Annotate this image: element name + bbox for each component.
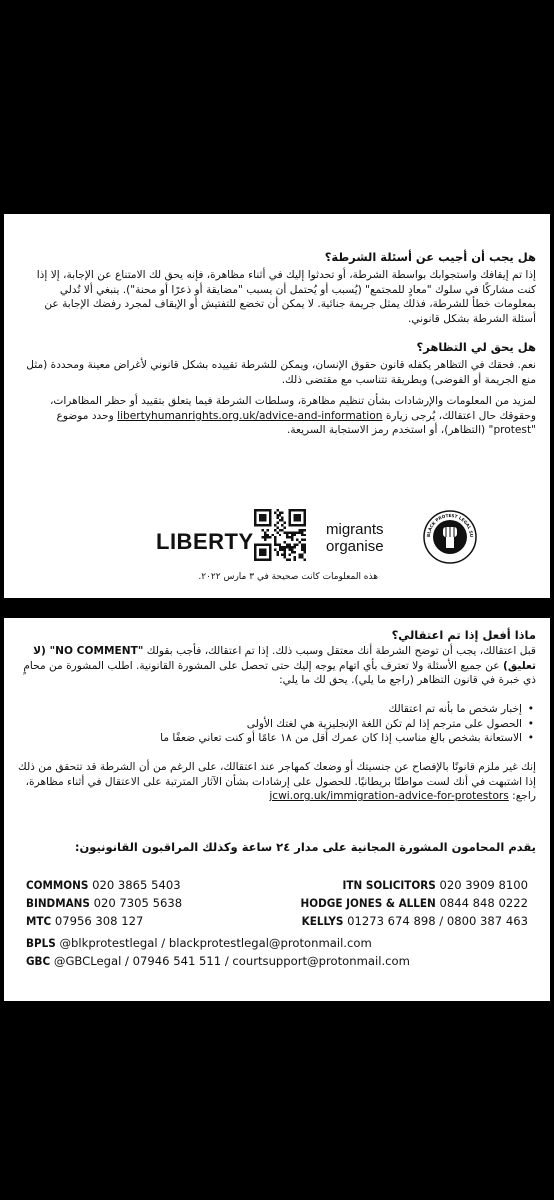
free-advice-heading: يقدم المحامون المشورة المجانية على مدار ٢٤ ساعة وكذلك المراقبون القانونيون: <box>74 840 536 854</box>
date-note: هذه المعلومات كانت صحيحة في ٣ مارس ٢٠٢٢. <box>198 572 378 582</box>
jcwi-link[interactable]: jcwi.org.uk/immigration-advice-for-protestors <box>269 790 509 803</box>
liberty-advice-link[interactable]: libertyhumanrights.org.uk/advice-and-information <box>117 409 383 422</box>
contact-row <box>26 876 528 894</box>
partner-logos <box>4 509 550 569</box>
contact-number[interactable]: 020 3865 5403 <box>92 878 181 892</box>
contact-number[interactable]: 0844 848 0222 <box>439 896 528 910</box>
list-item: • الاستعانة بشخص بالغ مناسب إذا كان عمرك أقل من ١٨ عامًا أو كنت تعاني ضعفًا ما <box>18 731 536 746</box>
bpls-contact-line <box>26 934 528 952</box>
contact-name: BPLS <box>26 936 56 950</box>
info-card-bottom <box>4 618 550 1001</box>
immigration-text: إنك غير ملزم قانونًا بالإفصاح عن جنسيتك أو وضعك كمهاجر عند اعتقالك، على الرغم من أن الشرطة قد تتحقق من ذلك إذا اشتبهت في أنك لست مواطنًا بريطانيًا. للحصول على إرشادات بشأن الآثار المترتبة على الاعتقال في أثناء مظاهرة، راجع: <box>18 761 536 803</box>
contact-row <box>26 894 528 912</box>
contact-name: KELLYS <box>301 914 344 928</box>
paragraph-immigration <box>18 760 536 804</box>
list-item: • إخبار شخص ما بأنه تم اعتقالك <box>18 702 536 717</box>
contact-name: MTC <box>26 914 52 928</box>
liberty-logo: LIBERTY <box>156 529 254 554</box>
heading-answer-police: هل يجب أن أجيب عن أسئلة الشرطة؟ <box>324 250 536 264</box>
more-info-text-a: لمزيد من المعلومات والإرشادات بشأن تنظيم مظاهرة، وسلطات الشرطة فيما يتعلق بتقييد أو حظر المظاهرات، وحقوقك حال اعتقالك، يُرجى زيارة <box>49 395 536 422</box>
svg-text:BLACK PROTEST LEGAL SUPPORT: BLACK PROTEST LEGAL SU <box>425 512 475 538</box>
organise-logo-text: organise <box>326 538 384 555</box>
list-item: • الحصول على مترجم إذا لم تكن اللغة الإنجليزية هي لغتك الأولى <box>18 717 536 732</box>
contact-name: GBC <box>26 954 51 968</box>
contact-details[interactable]: @blkprotestlegal / blackprotestlegal@protonmail.com <box>59 936 372 950</box>
contact-number[interactable]: 020 7305 5638 <box>93 896 183 910</box>
qr-code-icon[interactable] <box>254 509 306 561</box>
contact-number[interactable]: 020 3909 8100 <box>439 878 528 892</box>
paragraph-if-arrested <box>18 644 536 688</box>
contact-number[interactable]: 07956 308 127 <box>54 914 144 928</box>
contact-row <box>26 912 528 930</box>
migrants-organise-logo <box>326 521 384 555</box>
arrest-text-b: عن جميع الأسئلة ولا تعترف بأي اتهام يوجه إليك حتى تحصل على المشورة القانونية. اطلب المشورة من محامٍ ذي خبرة في قانون التظاهر (راجع ما يلي). يحق لك ما يلي: <box>23 659 536 687</box>
contact-name: ITN SOLICITORS <box>342 878 436 892</box>
heading-right-to-protest: هل يحق لي التظاهر؟ <box>416 340 536 354</box>
migrants-logo-text: migrants <box>326 521 384 538</box>
contact-details[interactable]: @GBCLegal / 07946 541 511 / courtsupport@protonmail.com <box>53 954 410 968</box>
arrest-text-a: قبل اعتقالك، يجب أن توضح الشرطة أنك معتقل وسبب ذلك. إذا تم اعتقالك، فأجب بقولك <box>146 645 536 657</box>
more-info-text-b: وحدد موضوع "protest" (التظاهر)، أو استخدم رمز الاستجابة السريعة. <box>56 409 536 437</box>
no-comment-text: "NO COMMENT" (لا تعليق) <box>33 645 536 672</box>
heading-if-arrested: ماذا أفعل إذا تم اعتقالي؟ <box>391 628 536 642</box>
contacts-list <box>26 876 528 970</box>
contact-number[interactable]: 01273 674 898 / 0800 387 463 <box>347 914 528 928</box>
raised-fist-icon <box>422 509 478 565</box>
gbc-contact-line <box>26 952 528 970</box>
info-card-top <box>4 214 550 598</box>
paragraph-answer-police: إذا تم إيقافك واستجوابك بواسطة الشرطة، أو تحدثوا إليك في أثناء مظاهرة، فإنه يحق لك الامتناع عن الإجابة، إلا إذا كنت مشاركًا في سلوك "معادٍ للمجتمع" (يُسبب أو يُحتمل أن يسبب "مضايقة أو ذعرًا أو محنة"). ينبغي ألا تُدلي بمعلومات خطأ للشرطة، فذلك يمثل جريمة جنائية. لا يمكن أن تخضع للتفتيش أو الإيقاف لمجرد رفضك الإجابة عن أسئلة الشرطة بشكل قانوني. <box>36 269 536 325</box>
black-protest-legal-support-logo <box>422 509 478 565</box>
paragraph-more-info <box>18 394 536 438</box>
rights-list <box>18 702 536 746</box>
contact-name: COMMONS <box>26 878 89 892</box>
paragraph-right-to-protest: نعم. فحقك في التظاهر يكفله قانون حقوق الإنسان، ويمكن للشرطة تقييده بشكل قانوني لأغراض معينة ومحددة (مثل منع الجريمة أو الفوضى) وبطريقة تتناسب مع مقتضى ذلك. <box>26 359 536 386</box>
contact-name: BINDMANS <box>26 896 90 910</box>
contact-name: HODGE JONES & ALLEN <box>300 896 436 910</box>
